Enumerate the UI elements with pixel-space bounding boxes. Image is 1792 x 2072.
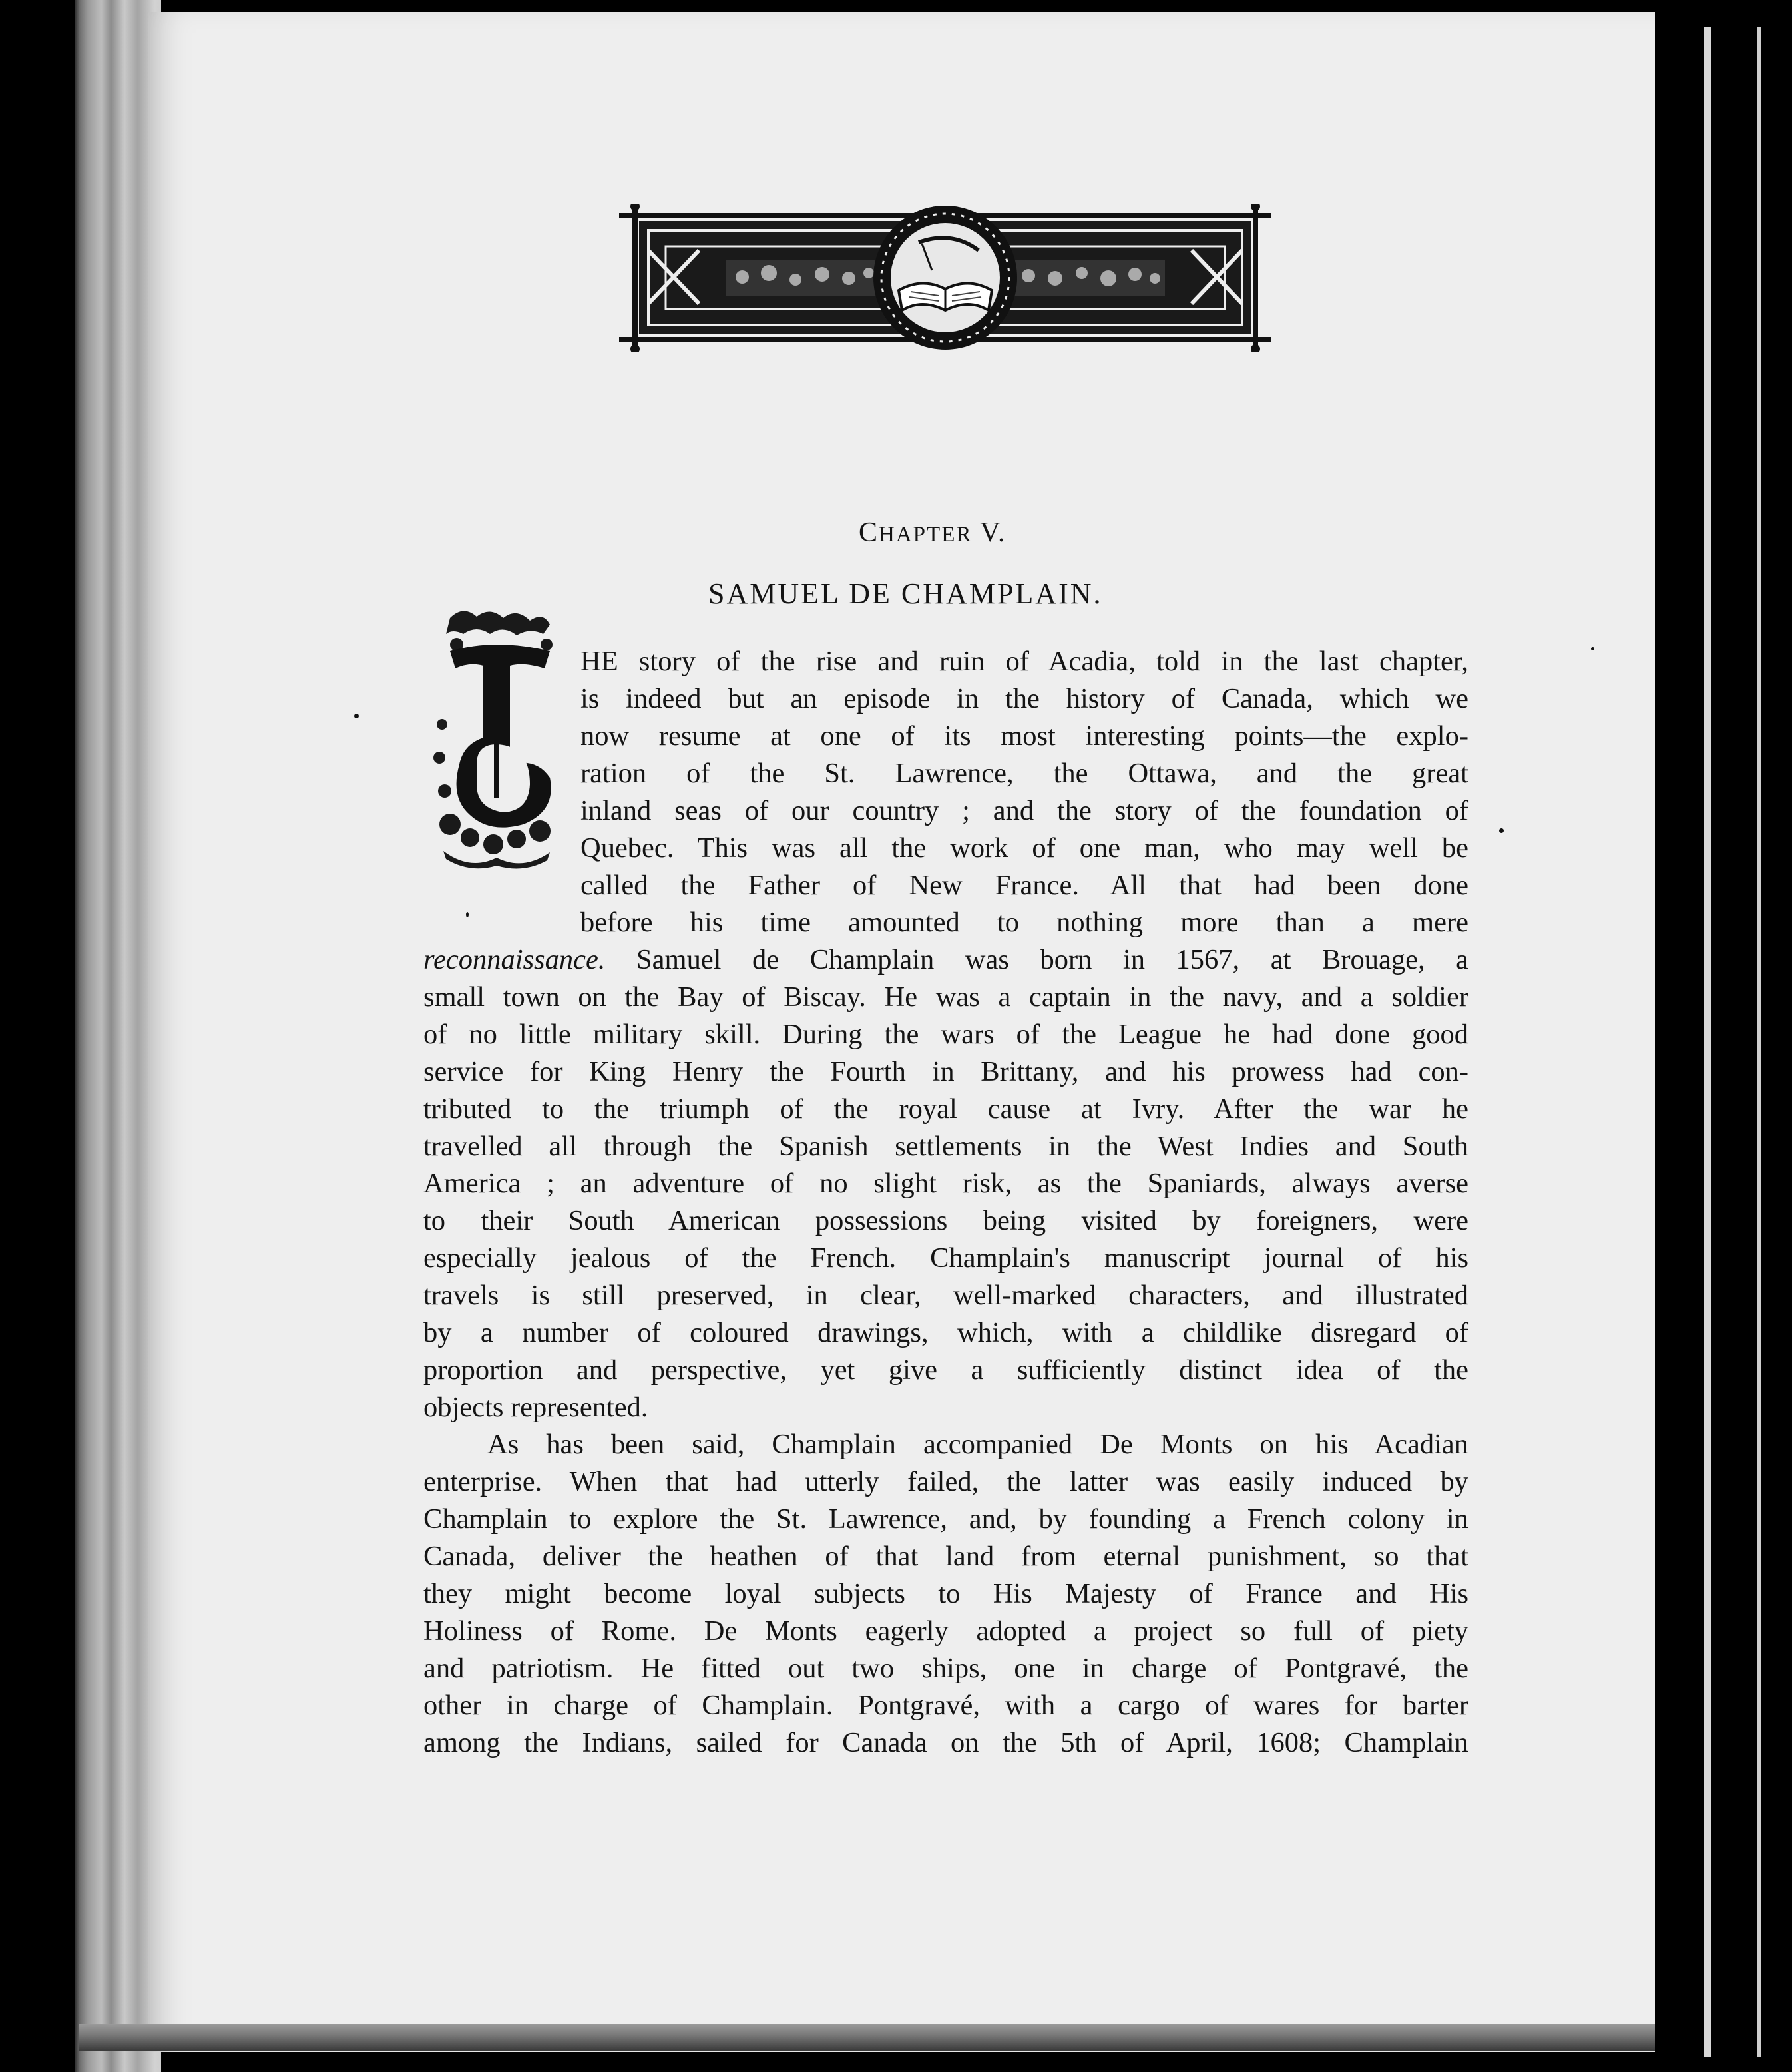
text-line: called the Father of New France. All that had been done (580, 870, 1468, 901)
page-bottom-edge (79, 2024, 1655, 2051)
text-line: service for King Henry the Fourth in Brittany, and his prowess had con- (423, 1056, 1468, 1087)
text-line: America ; an adventure of no slight risk, as the Spaniards, always averse (423, 1168, 1468, 1199)
right-gutter (1655, 0, 1792, 2072)
text-line: Holiness of Rome. De Monts eagerly adopted a project so full of piety (423, 1615, 1468, 1647)
text-line: by a number of coloured drawings, which, with a childlike disregard of (423, 1317, 1468, 1348)
chapter-label-initial: C (859, 517, 879, 548)
text-line: proportion and perspective, yet give a sufficiently distinct idea of the (423, 1354, 1468, 1386)
text-line: small town on the Bay of Biscay. He was a captain in the navy, and a soldier (423, 981, 1468, 1013)
text-line: Canada, deliver the heathen of that land from eternal punishment, so that (423, 1541, 1468, 1572)
chapter-label (859, 517, 1045, 549)
text-line: among the Indians, sailed for Canada on the 5th of April, 1608; Champlain (423, 1727, 1468, 1758)
italic-word: reconnaissance. (423, 944, 606, 975)
scan-speck (1591, 647, 1594, 650)
chapter-number: V. (972, 517, 1007, 548)
text-line: inland seas of our country ; and the story of the foundation of (580, 795, 1468, 826)
chapter-label-small-caps: HAPTER (879, 523, 973, 547)
text-line: of no little military skill. During the wars of the League he had done good (423, 1019, 1468, 1050)
text-line: Champlain to explore the St. Lawrence, and, by founding a French colony in (423, 1503, 1468, 1535)
scan-speck (1499, 828, 1504, 833)
gutter-line (1704, 27, 1711, 2057)
text-line: ration of the St. Lawrence, the Ottawa, and the great (580, 758, 1468, 789)
text-line (423, 941, 1468, 979)
text-line: Quebec. This was all the work of one man, who may well be (580, 832, 1468, 864)
text-line: especially jealous of the French. Champlain's manuscript journal of his (423, 1242, 1468, 1274)
text-line-rest: Samuel de Champlain was born in 1567, at Brouage, a (636, 944, 1469, 975)
text-line: now resume at one of its most interesting points—the explo- (580, 720, 1468, 752)
text-line: As has been said, Champlain accompanied De Monts on his Acadian (487, 1429, 1468, 1460)
text-line: they might become loyal subjects to His Majesty of France and His (423, 1578, 1468, 1609)
text-line: tributed to the triumph of the royal cause at Ivry. After the war he (423, 1093, 1468, 1125)
chapter-title: SAMUEL DE CHAMPLAIN. (708, 577, 1103, 610)
text-line: other in charge of Champlain. Pontgravé, with a cargo of wares for barter (423, 1690, 1468, 1721)
gutter-line (1757, 27, 1761, 2057)
text-line: to their South American possessions being visited by foreigners, were (423, 1205, 1468, 1236)
text-line: objects represented. (423, 1392, 648, 1423)
ornamental-headpiece (619, 204, 1271, 352)
text-line: before his time amounted to nothing more than a mere (580, 907, 1468, 938)
text-line: and patriotism. He fitted out two ships, one in charge of Pontgravé, the (423, 1653, 1468, 1684)
text-line: travels is still preserved, in clear, well-marked characters, and illustrated (423, 1280, 1468, 1311)
text-line: HE story of the rise and ruin of Acadia, told in the last chapter, (580, 646, 1468, 677)
drop-cap-initial (430, 605, 563, 874)
scan-speck (466, 912, 469, 917)
scan-speck (354, 714, 359, 718)
text-line: travelled all through the Spanish settlements in the West Indies and South (423, 1131, 1468, 1162)
text-line: is indeed but an episode in the history of Canada, which we (580, 683, 1468, 714)
text-line: enterprise. When that had utterly failed, the latter was easily induced by (423, 1466, 1468, 1497)
